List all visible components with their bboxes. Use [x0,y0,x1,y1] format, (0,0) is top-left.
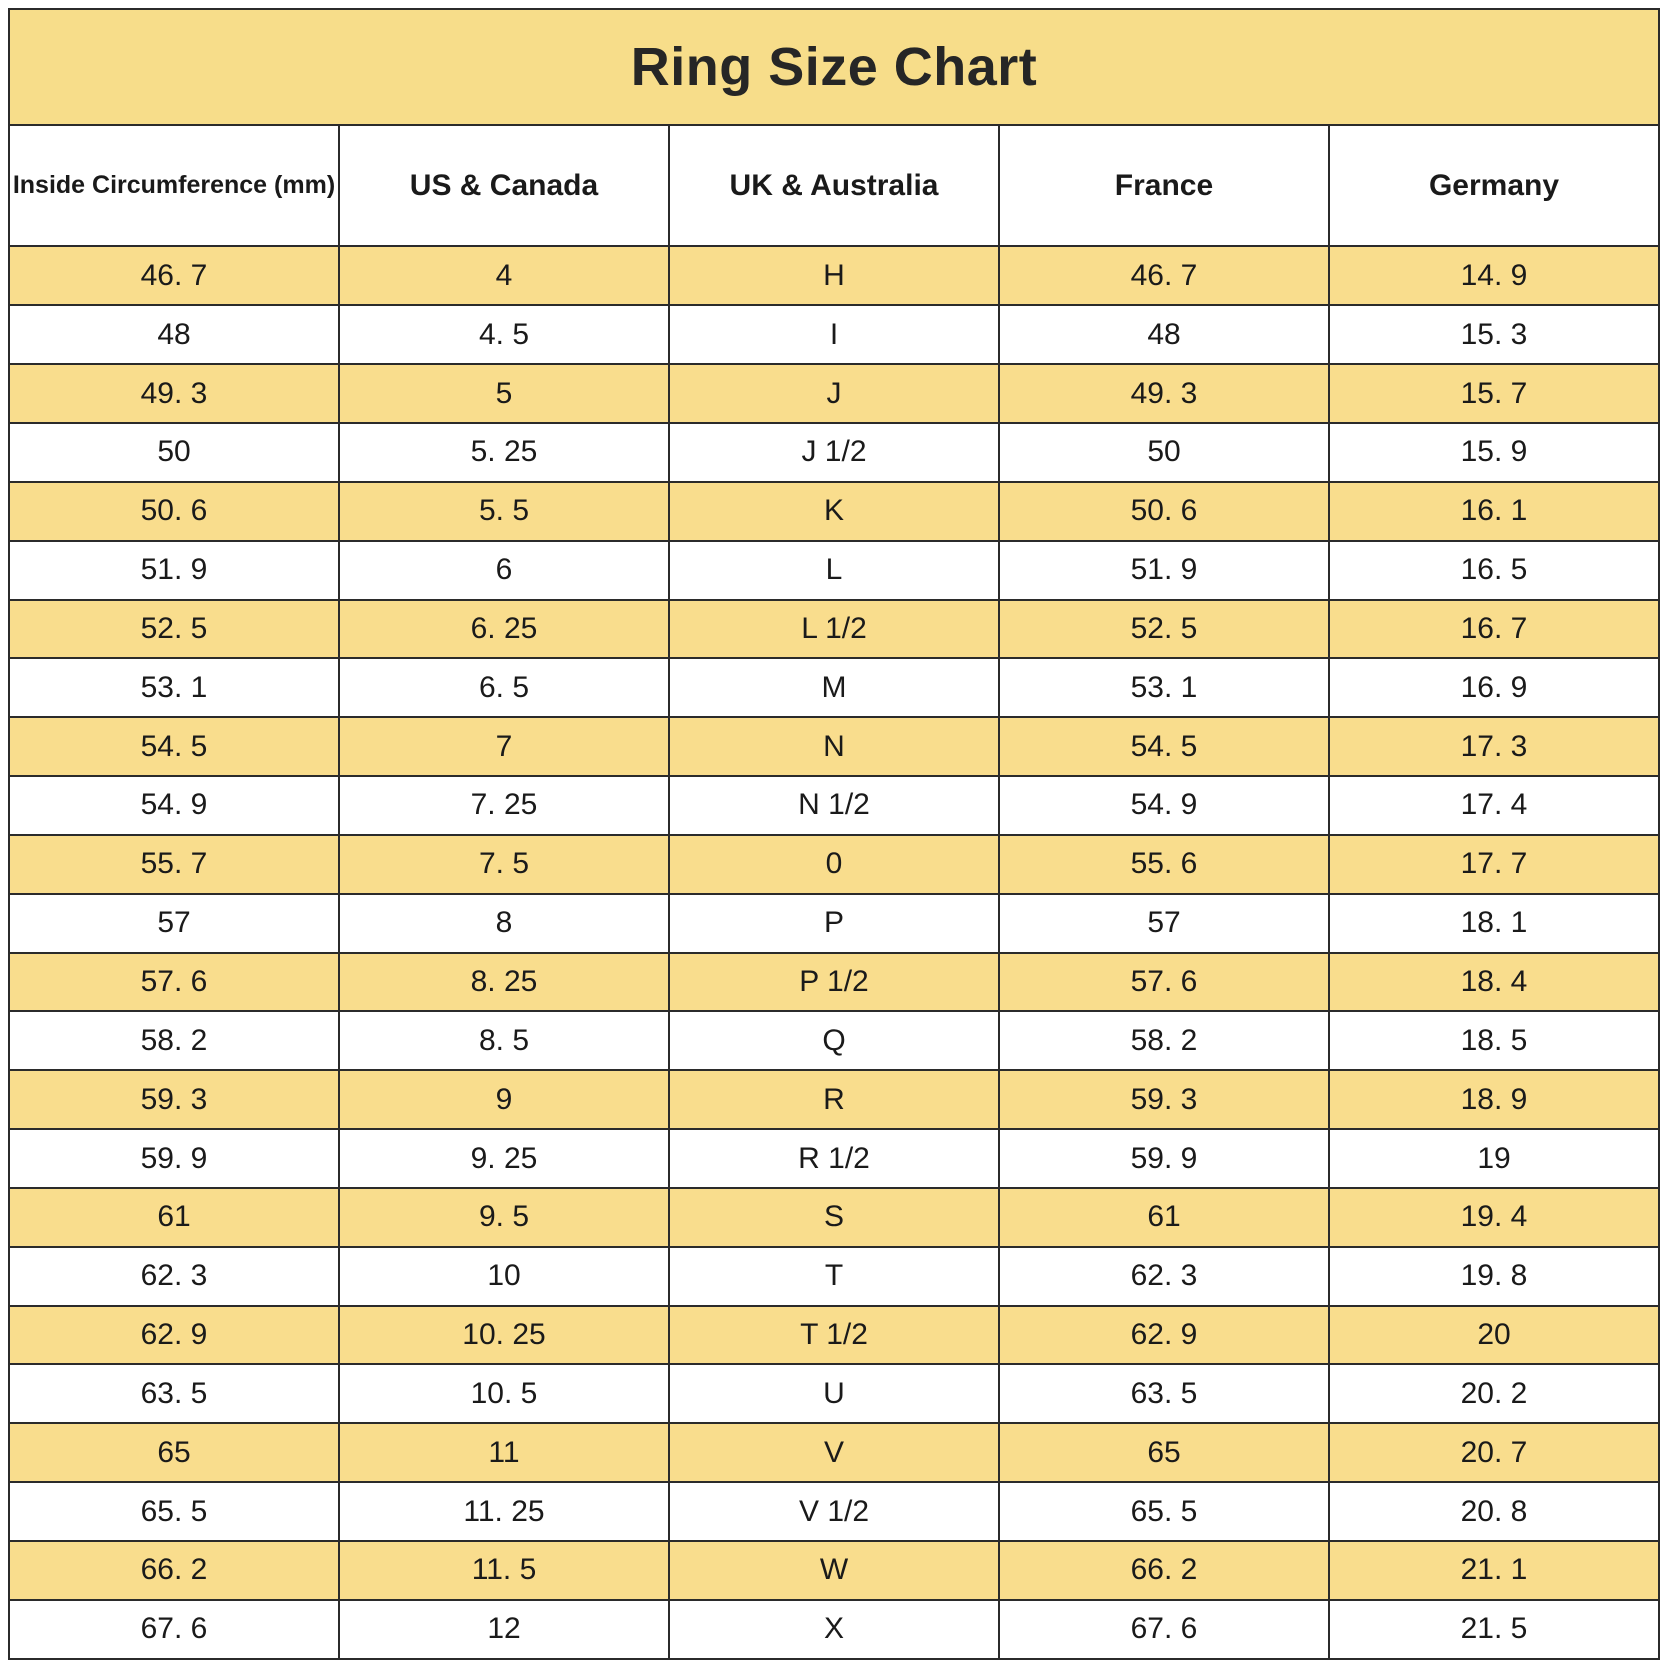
table-cell: 8 [339,894,669,953]
table-cell: 65. 5 [999,1482,1329,1541]
table-cell: 51. 9 [999,541,1329,600]
table-cell: 52. 5 [999,600,1329,659]
table-cell: 5 [339,364,669,423]
table-cell: 20 [1329,1306,1659,1365]
table-cell: 8. 25 [339,953,669,1012]
table-cell: 65 [999,1423,1329,1482]
table-cell: N [669,717,999,776]
table-cell: 9. 25 [339,1129,669,1188]
table-cell: 15. 3 [1329,305,1659,364]
table-cell: 54. 9 [999,776,1329,835]
table-row [9,953,1659,1012]
table-cell: 50. 6 [9,482,339,541]
table-cell: 58. 2 [9,1011,339,1070]
table-cell: 0 [669,835,999,894]
table-cell: P [669,894,999,953]
table-row [9,246,1659,305]
table-cell: 50 [999,423,1329,482]
table-cell: 57 [9,894,339,953]
column-header-germany: Germany [1329,125,1659,247]
table-cell: 19. 4 [1329,1188,1659,1247]
table-cell: 46. 7 [9,246,339,305]
table-cell: R [669,1070,999,1129]
table-cell: 12 [339,1600,669,1659]
table-row [9,776,1659,835]
table-cell: R 1/2 [669,1129,999,1188]
table-cell: 21. 1 [1329,1541,1659,1600]
table-row [9,423,1659,482]
table-row [9,482,1659,541]
table-row [9,658,1659,717]
table-cell: U [669,1364,999,1423]
table-cell: 20. 2 [1329,1364,1659,1423]
table-cell: 5. 25 [339,423,669,482]
table-cell: 8. 5 [339,1011,669,1070]
table-row [9,305,1659,364]
table-cell: 4 [339,246,669,305]
table-cell: 51. 9 [9,541,339,600]
table-cell: 46. 7 [999,246,1329,305]
table-row [9,894,1659,953]
table-cell: M [669,658,999,717]
title-row [9,9,1659,125]
table-cell: 66. 2 [999,1541,1329,1600]
table-row [9,1364,1659,1423]
table-cell: 6 [339,541,669,600]
table-cell: 59. 9 [9,1129,339,1188]
table-cell: 53. 1 [999,658,1329,717]
table-row [9,835,1659,894]
table-cell: 19. 8 [1329,1247,1659,1306]
table-row [9,1188,1659,1247]
table-cell: V 1/2 [669,1482,999,1541]
table-cell: 62. 3 [999,1247,1329,1306]
table-cell: 10. 25 [339,1306,669,1365]
table-cell: T 1/2 [669,1306,999,1365]
table-cell: L 1/2 [669,600,999,659]
table-cell: 63. 5 [9,1364,339,1423]
table-cell: 21. 5 [1329,1600,1659,1659]
table-cell: 57. 6 [9,953,339,1012]
table-cell: 50 [9,423,339,482]
ring-size-table [8,8,1660,1660]
table-cell: 49. 3 [999,364,1329,423]
table-cell: 66. 2 [9,1541,339,1600]
table-cell: I [669,305,999,364]
column-header-france: France [999,125,1329,247]
table-cell: 17. 4 [1329,776,1659,835]
table-cell: 58. 2 [999,1011,1329,1070]
table-row [9,1482,1659,1541]
table-cell: 53. 1 [9,658,339,717]
table-cell: 57 [999,894,1329,953]
table-cell: 59. 3 [999,1070,1329,1129]
table-cell: 16. 9 [1329,658,1659,717]
table-cell: 11. 25 [339,1482,669,1541]
header-row [9,125,1659,247]
table-cell: P 1/2 [669,953,999,1012]
table-cell: Q [669,1011,999,1070]
table-cell: 16. 1 [1329,482,1659,541]
column-header-inside-circumference: Inside Circumference (mm) [9,125,339,247]
table-cell: K [669,482,999,541]
table-cell: 67. 6 [9,1600,339,1659]
table-cell: 50. 6 [999,482,1329,541]
table-cell: 65. 5 [9,1482,339,1541]
table-cell: 48 [9,305,339,364]
table-cell: 55. 7 [9,835,339,894]
table-cell: W [669,1541,999,1600]
table-cell: 14. 9 [1329,246,1659,305]
table-cell: 10 [339,1247,669,1306]
table-cell: T [669,1247,999,1306]
table-cell: 9 [339,1070,669,1129]
page-title: Ring Size Chart [9,9,1659,125]
table-cell: 9. 5 [339,1188,669,1247]
table-row [9,1600,1659,1659]
table-cell: X [669,1600,999,1659]
table-cell: 7. 25 [339,776,669,835]
table-cell: 6. 25 [339,600,669,659]
table-cell: 54. 9 [9,776,339,835]
table-cell: 67. 6 [999,1600,1329,1659]
table-cell: 16. 7 [1329,600,1659,659]
table-cell: 18. 1 [1329,894,1659,953]
table-cell: 62. 3 [9,1247,339,1306]
table-cell: 52. 5 [9,600,339,659]
table-row [9,1070,1659,1129]
table-cell: 59. 9 [999,1129,1329,1188]
table-cell: 62. 9 [999,1306,1329,1365]
table-cell: 54. 5 [9,717,339,776]
column-header-uk-australia: UK & Australia [669,125,999,247]
table-row [9,717,1659,776]
table-row [9,1011,1659,1070]
table-cell: N 1/2 [669,776,999,835]
table-cell: 59. 3 [9,1070,339,1129]
table-cell: 61 [999,1188,1329,1247]
table-cell: 16. 5 [1329,541,1659,600]
table-cell: 18. 5 [1329,1011,1659,1070]
table-row [9,1306,1659,1365]
table-cell: J 1/2 [669,423,999,482]
table-cell: 19 [1329,1129,1659,1188]
table-row [9,1541,1659,1600]
table-cell: J [669,364,999,423]
table-cell: 6. 5 [339,658,669,717]
table-row [9,364,1659,423]
table-cell: 15. 9 [1329,423,1659,482]
table-cell: 57. 6 [999,953,1329,1012]
table-row [9,1423,1659,1482]
table-cell: 20. 8 [1329,1482,1659,1541]
table-cell: V [669,1423,999,1482]
table-row [9,1247,1659,1306]
table-cell: 5. 5 [339,482,669,541]
column-header-us-canada: US & Canada [339,125,669,247]
table-cell: 15. 7 [1329,364,1659,423]
table-cell: H [669,246,999,305]
table-cell: 48 [999,305,1329,364]
table-cell: 62. 9 [9,1306,339,1365]
table-cell: 54. 5 [999,717,1329,776]
table-cell: 55. 6 [999,835,1329,894]
table-cell: 11 [339,1423,669,1482]
table-cell: 7 [339,717,669,776]
table-cell: S [669,1188,999,1247]
table-cell: 17. 3 [1329,717,1659,776]
table-cell: 63. 5 [999,1364,1329,1423]
table-row [9,600,1659,659]
table-cell: 4. 5 [339,305,669,364]
table-cell: 18. 4 [1329,953,1659,1012]
table-cell: L [669,541,999,600]
table-row [9,1129,1659,1188]
table-cell: 7. 5 [339,835,669,894]
table-cell: 18. 9 [1329,1070,1659,1129]
table-cell: 10. 5 [339,1364,669,1423]
table-cell: 49. 3 [9,364,339,423]
table-cell: 65 [9,1423,339,1482]
table-cell: 11. 5 [339,1541,669,1600]
table-cell: 61 [9,1188,339,1247]
table-cell: 17. 7 [1329,835,1659,894]
table-cell: 20. 7 [1329,1423,1659,1482]
table-row [9,541,1659,600]
